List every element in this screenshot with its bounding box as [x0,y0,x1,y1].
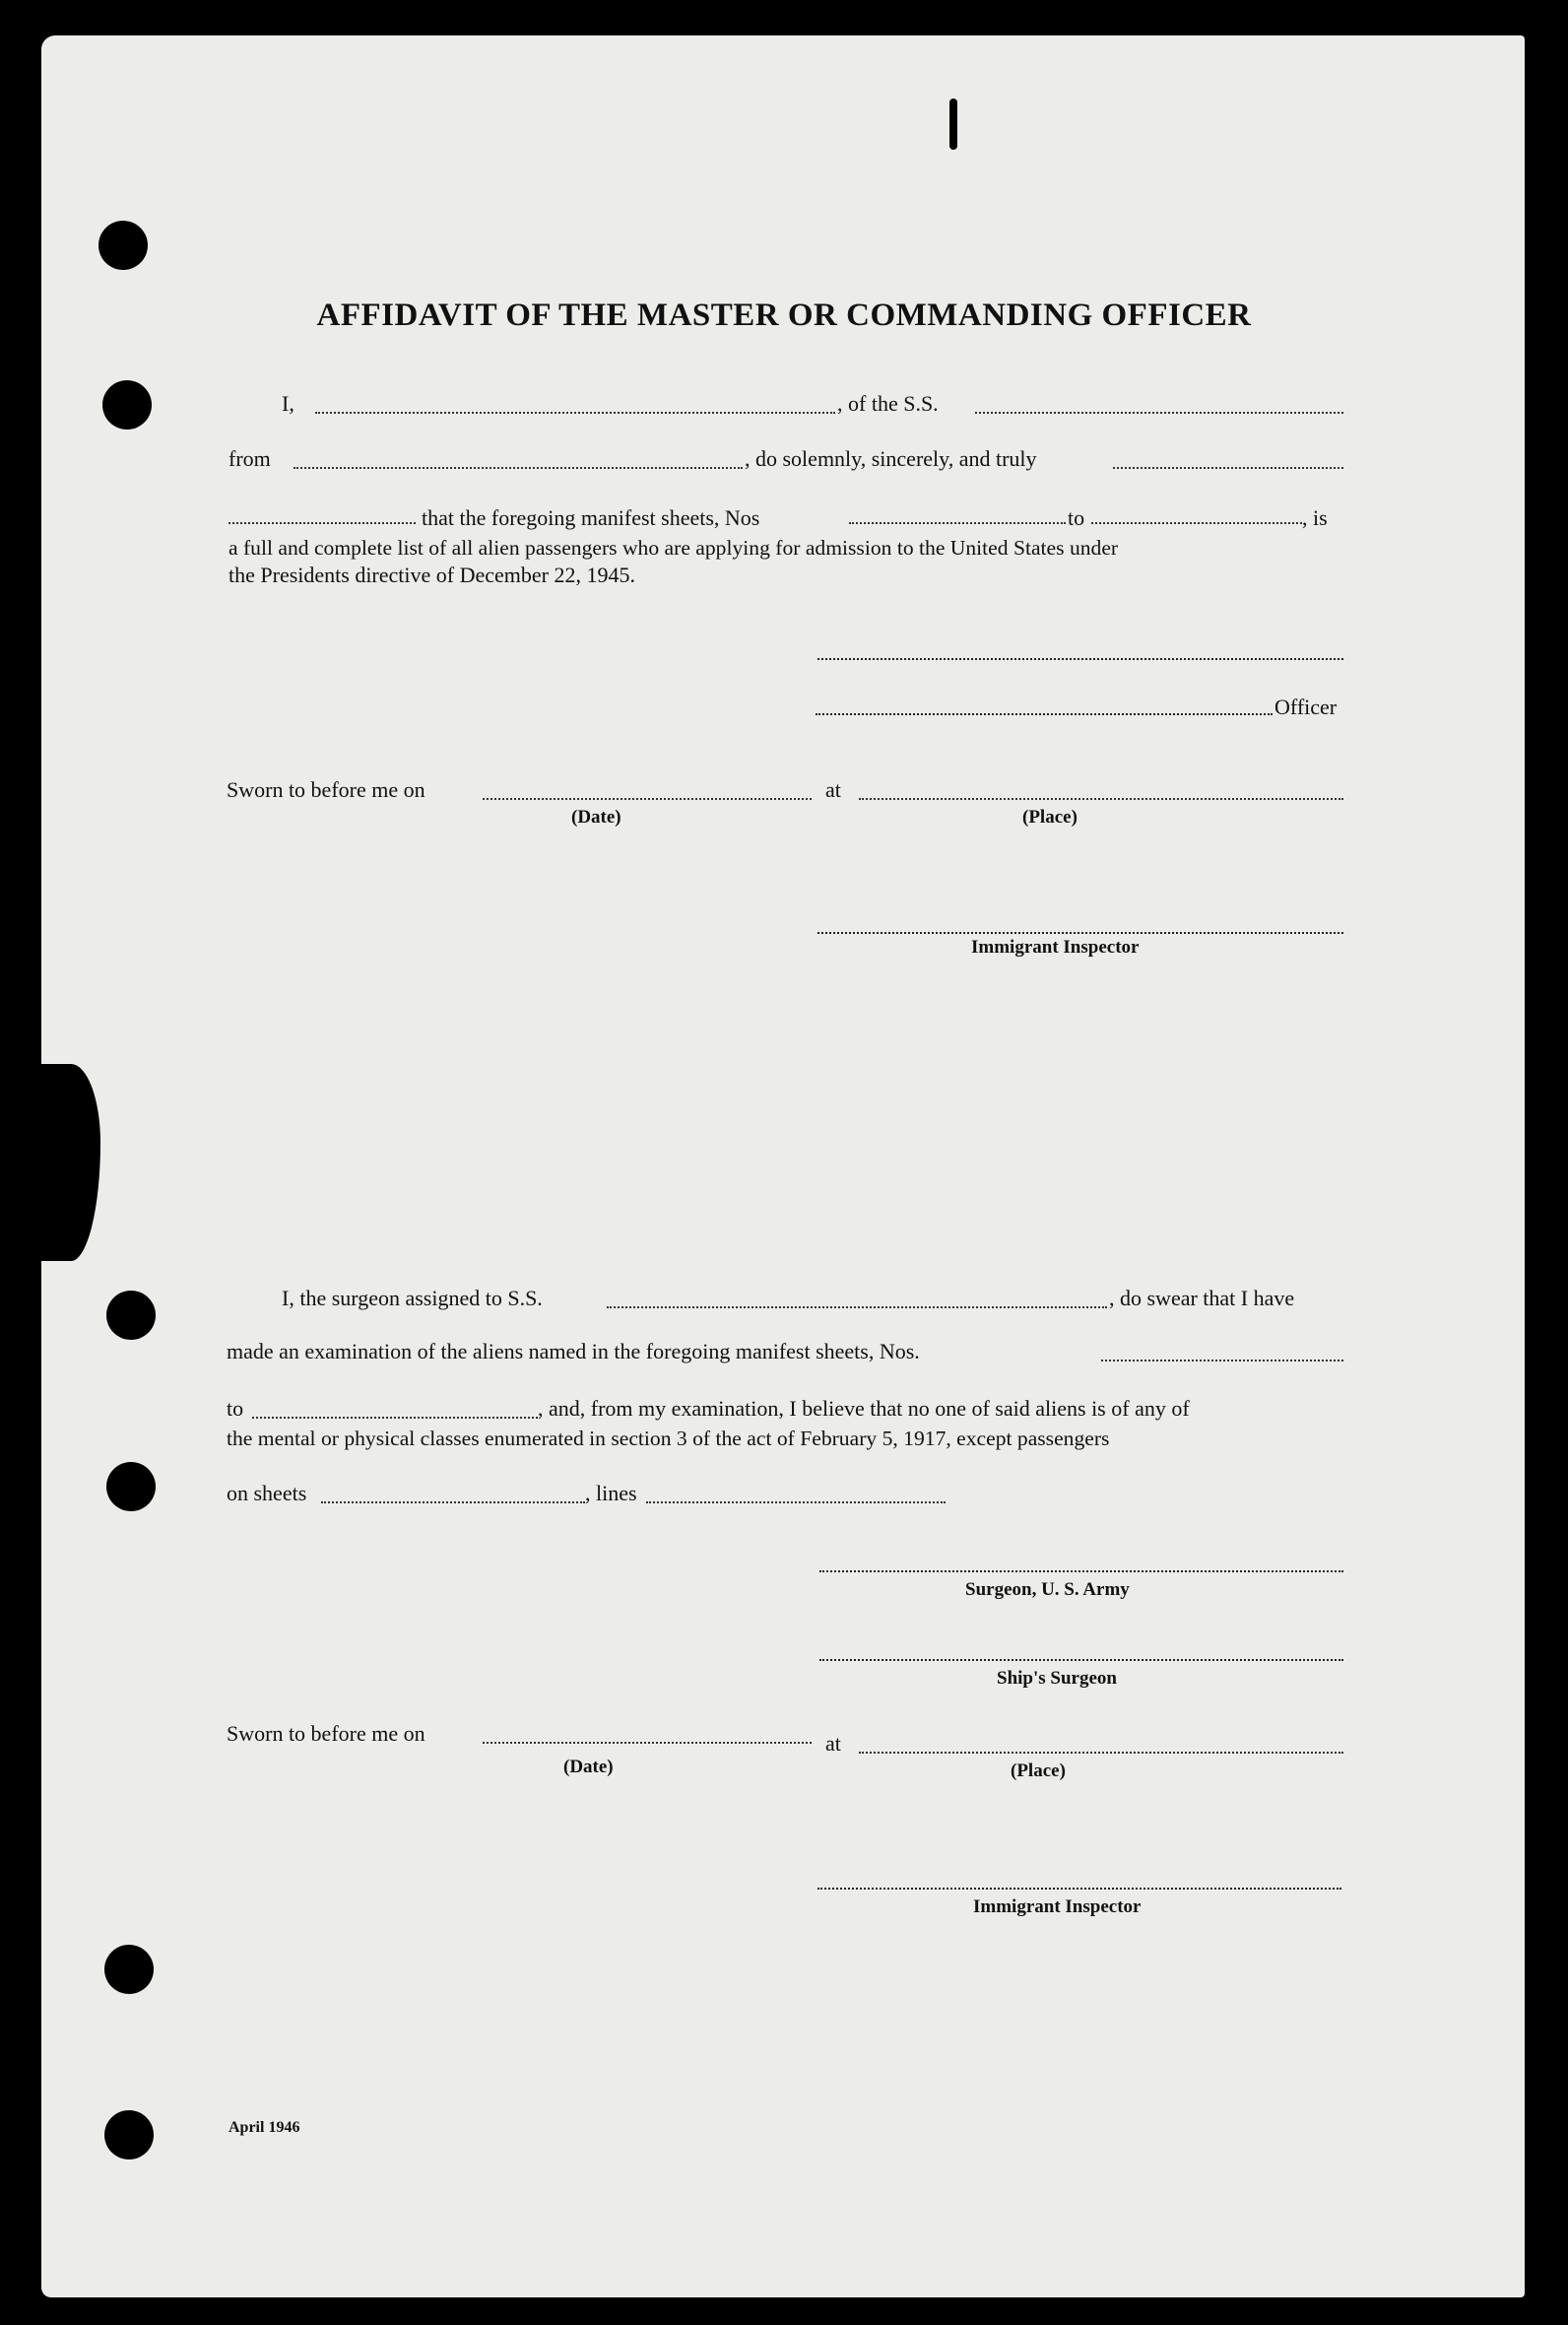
officer-label: Officer [1274,695,1338,719]
master-date-caption: (Date) [571,807,621,828]
surgeon-sheets-to-field[interactable] [252,1417,538,1419]
master-is-label: , is [1302,505,1328,530]
surgeon-sheets-from-field[interactable] [1101,1360,1343,1362]
form-date-footer: April 1946 [229,2119,300,2136]
master-swear-label: , do solemnly, sincerely, and truly [745,446,1037,471]
master-place-caption: (Place) [1022,807,1078,828]
surgeon-sworn-place-field[interactable] [859,1752,1343,1754]
master-sheets-from-field[interactable] [849,522,1066,524]
surgeon-line-1a: I, the surgeon assigned to S.S. [282,1286,543,1310]
master-statement-line-4: a full and complete list of all alien passengers who are applying for admission to the United States under [229,536,1119,560]
punch-hole [102,380,152,430]
master-oath-field[interactable] [1113,467,1343,469]
ship-surgeon-label: Ship's Surgeon [997,1668,1117,1689]
master-to-label: to [1068,505,1085,530]
army-surgeon-signature-field[interactable] [819,1570,1343,1572]
surgeon-line-3: , and, from my examination, I believe that no one of said aliens is of any of [538,1396,1190,1421]
page-title: AFFIDAVIT OF THE MASTER OR COMMANDING OFFICER [316,298,1252,333]
officer-signature-field[interactable] [816,713,1273,715]
surgeon-inspector-label: Immigrant Inspector [973,1896,1142,1917]
surgeon-line-2: made an examination of the aliens named in the foregoing manifest sheets, Nos. [227,1339,920,1363]
army-surgeon-label: Surgeon, U. S. Army [965,1579,1130,1600]
surgeon-inspector-signature-field[interactable] [817,1888,1341,1890]
surgeon-except-lines-field[interactable] [646,1501,946,1503]
master-sworn-place-field[interactable] [859,798,1343,800]
punch-hole [106,1291,156,1340]
master-sworn-date-field[interactable] [483,798,812,800]
surgeon-ship-field[interactable] [607,1306,1107,1308]
master-signature-field[interactable] [817,658,1343,660]
master-statement-line-5: the Presidents directive of December 22, 1945. [229,563,635,587]
master-ship-field[interactable] [975,412,1343,414]
ship-surgeon-signature-field[interactable] [819,1659,1343,1661]
master-inspector-label: Immigrant Inspector [971,937,1140,958]
master-sheets-to-field[interactable] [1091,522,1302,524]
form-page [41,35,1525,2297]
master-name-field[interactable] [315,412,835,414]
master-at-label: at [825,777,841,802]
surgeon-at-label: at [825,1731,841,1756]
surgeon-sheets-label: on sheets [227,1481,307,1505]
surgeon-place-caption: (Place) [1011,1760,1066,1781]
surgeon-to-label: to [227,1396,244,1421]
master-from-label: from [229,446,271,471]
master-from-field[interactable] [294,467,743,469]
master-i-label: I, [282,391,294,416]
surgeon-line-1b: , do swear that I have [1109,1286,1295,1310]
surgeon-lines-label: , lines [585,1481,637,1505]
surgeon-sworn-date-field[interactable] [483,1742,812,1744]
surgeon-sworn-label: Sworn to before me on [227,1721,425,1746]
master-foregoing-label: that the foregoing manifest sheets, Nos [422,505,760,530]
ink-spot [949,99,957,150]
master-sworn-label: Sworn to before me on [227,777,425,802]
punch-hole [106,1462,156,1511]
punch-hole [98,221,148,270]
surgeon-except-sheets-field[interactable] [321,1501,585,1503]
punch-hole [104,2110,154,2159]
surgeon-date-caption: (Date) [563,1757,614,1777]
master-ship-label: , of the S.S. [837,391,939,416]
punch-hole [104,1945,154,1994]
surgeon-line-4: the mental or physical classes enumerated in section 3 of the act of February 5, 1917, except passengers [227,1427,1110,1450]
master-oath-field-2[interactable] [229,522,416,524]
